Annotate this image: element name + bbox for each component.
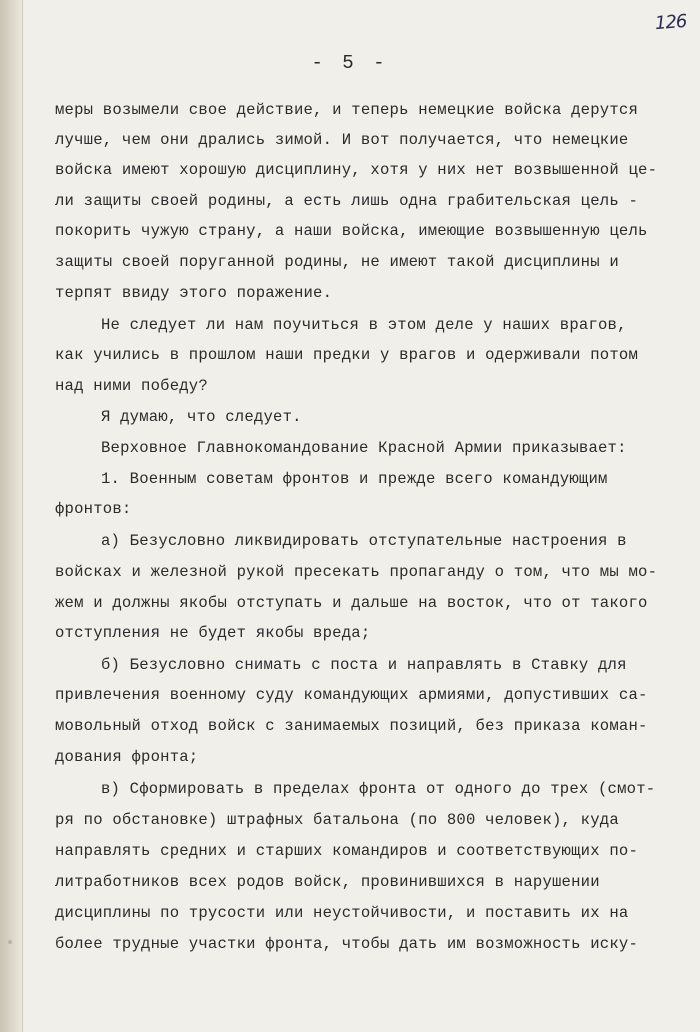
- text-line: 1. Военным советам фронтов и прежде всего командующим: [101, 470, 608, 488]
- text-line: защиты своей поруганной родины, не имеют такой дисциплины и: [55, 253, 619, 271]
- text-line: отступления не будет якобы вреда;: [55, 624, 371, 642]
- archive-page-number: 126: [654, 10, 688, 35]
- text-line: дисциплины по трусости или неустойчивости, и поставить их на: [55, 904, 629, 922]
- text-line: ли защиты своей родины, а есть лишь одна грабительская цель -: [55, 192, 639, 210]
- text-line: над ними победу?: [55, 377, 208, 395]
- text-line: направлять средних и старших командиров и соответствующих по-: [55, 842, 639, 860]
- text-line: лучше, чем они дрались зимой. И вот получается, что немецкие: [55, 131, 629, 149]
- page-number: - 5 -: [311, 52, 389, 74]
- text-line: привлечения военному суду командующих армиями, допустивших са-: [55, 686, 648, 704]
- text-line: терпят ввиду этого поражение.: [55, 284, 333, 302]
- text-line: а) Безусловно ликвидировать отступательные настроения в: [101, 532, 627, 550]
- text-line: жем и должны якобы отступать и дальше на восток, что от такого: [55, 594, 648, 612]
- text-line: Я думаю, что следует.: [101, 408, 302, 426]
- text-line: войска имеют хорошую дисциплину, хотя у них нет возвышенной це-: [55, 161, 658, 179]
- text-line: дования фронта;: [55, 748, 199, 766]
- text-line: литработников всех родов войск, провинившихся в нарушении: [55, 873, 600, 891]
- text-line: Верховное Главнокомандование Красной Армии приказывает:: [101, 439, 627, 457]
- text-line: б) Безусловно снимать с поста и направлять в Ставку для: [101, 656, 627, 674]
- text-line: войсках и железной рукой пресекать пропаганду о том, что мы мо-: [55, 563, 658, 581]
- text-line: фронтов:: [55, 500, 132, 518]
- binding-edge: [0, 0, 23, 1032]
- text-line: мовольный отход войск с занимаемых позиций, без приказа коман-: [55, 717, 648, 735]
- paper-speck: [8, 940, 12, 944]
- text-line: ря по обстановке) штрафных батальона (по 800 человек), куда: [55, 811, 619, 829]
- text-line: как учились в прошлом наши предки у врагов и одерживали потом: [55, 346, 639, 364]
- text-line: меры возымели свое действие, и теперь немецкие войска дерутся: [55, 101, 639, 119]
- text-line: покорить чужую страну, а наши войска, имеющие возвышенную цель: [55, 222, 648, 240]
- text-line: в) Сформировать в пределах фронта от одного до трех (смот-: [101, 780, 656, 798]
- text-line: Не следует ли нам поучиться в этом деле у наших врагов,: [101, 316, 627, 334]
- text-line: более трудные участки фронта, чтобы дать им возможность иску-: [55, 935, 639, 953]
